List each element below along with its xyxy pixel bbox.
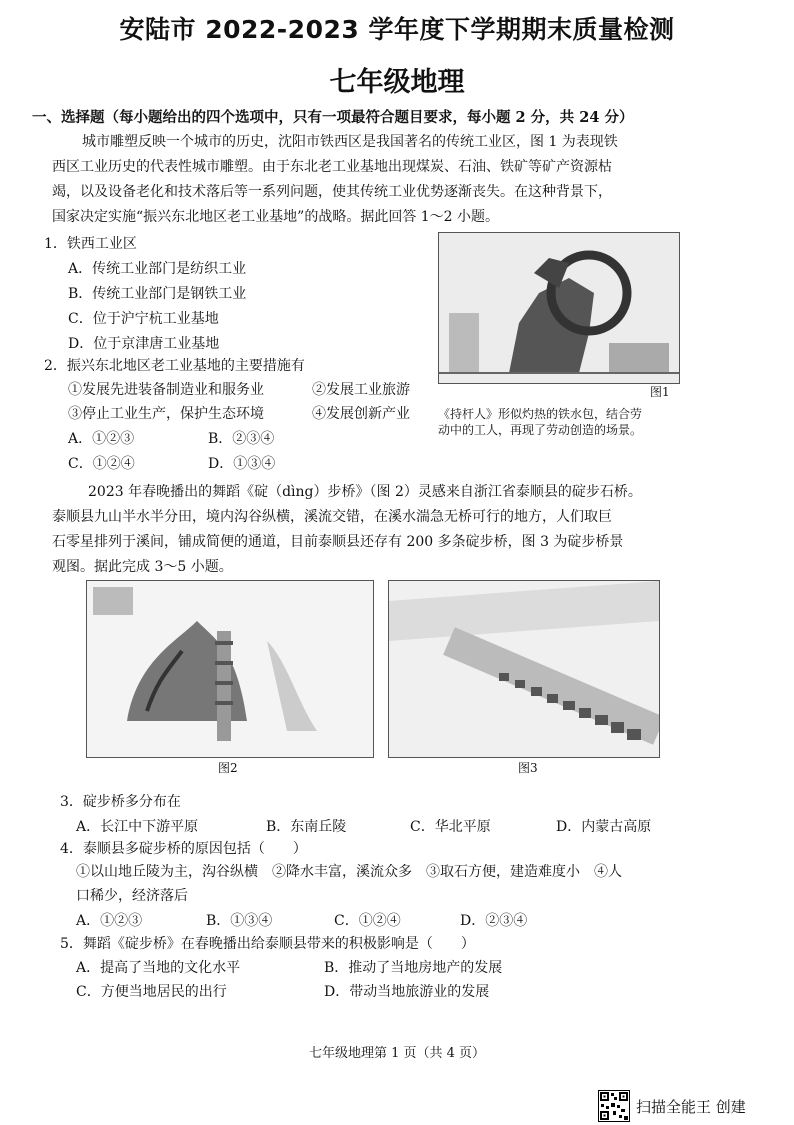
q5-stem: 5．舞蹈《碇步桥》在春晚播出给泰顺县带来的积极影响是（ ）: [60, 936, 475, 952]
q1-option-a: A．传统工业部门是纺织工业: [68, 261, 247, 277]
q5-option-d: D．带动当地旅游业的发展: [324, 984, 490, 1000]
passage-line: 2023 年春晚播出的舞蹈《碇（dìng）步桥》（图 2）灵感来自浙江省泰顺县的碇步石桥。: [88, 484, 642, 500]
q5-option-a: A．提高了当地的文化水平: [76, 960, 241, 976]
q2-item: ③停止工业生产，保护生态环境: [68, 406, 264, 422]
intro-line: 城市雕塑反映一个城市的历史，沈阳市铁西区是我国著名的传统工业区，图 1 为表现铁: [82, 134, 618, 150]
q1-option-b: B．传统工业部门是钢铁工业: [68, 286, 247, 302]
q3-option-b: B．东南丘陵: [266, 819, 347, 835]
q3-option-d: D．内蒙古高原: [556, 819, 652, 835]
q2-item: ②发展工业旅游: [312, 382, 410, 398]
figure3-stepping-stone-bridge: [389, 581, 659, 757]
q4-items: ①以山地丘陵为主，沟谷纵横 ②降水丰富，溪流众多 ③取石方便，建造难度小 ④人: [76, 864, 622, 880]
passage-line: 泰顺县九山半水半分田，境内沟谷纵横，溪流交错，在溪水湍急无桥可行的地方，人们取巨: [52, 509, 612, 525]
figure2-image: [86, 580, 374, 758]
passage-line: 石零星排列于溪间，铺成简便的通道，目前泰顺县还存有 200 多条碇步桥，图 3 为碇步桥景: [52, 534, 624, 550]
q2-option-b: B．②③④: [208, 431, 275, 447]
figure3-image: [388, 580, 660, 758]
figure1-label: 图1: [650, 385, 670, 399]
figure2-dance-illustration: [87, 581, 373, 757]
intro-line: 竭，以及设备老化和技术落后等一系列问题，使其传统工业优势逐渐丧失。在这种背景下，: [52, 184, 612, 200]
q3-stem: 3．碇步桥多分布在: [60, 794, 181, 810]
q4-option-c: C．①②④: [334, 913, 401, 929]
q2-item: ①发展先进装备制造业和服务业: [68, 382, 264, 398]
q4-option-a: A．①②③: [76, 913, 143, 929]
q5-option-c: C．方便当地居民的出行: [76, 984, 227, 1000]
q2-item: ④发展创新产业: [312, 406, 410, 422]
figure1-caption: 动中的工人，再现了劳动创造的场景。: [438, 423, 643, 437]
q5-option-b: B．推动了当地房地产的发展: [324, 960, 503, 976]
passage-line: 观图。据此完成 3～5 小题。: [52, 559, 233, 575]
q4-stem: 4．泰顺县多碇步桥的原因包括（ ）: [60, 841, 307, 857]
q1-stem: 1．铁西工业区: [44, 236, 137, 252]
q1-option-d: D．位于京津唐工业基地: [68, 336, 220, 352]
figure1-caption: 《持杆人》形似灼热的铁水包，结合劳: [438, 407, 643, 421]
page-footer: 七年级地理第 1 页（共 4 页）: [308, 1046, 486, 1061]
q4-items: 口稀少，经济落后: [76, 888, 188, 904]
figure3-label: 图3: [518, 761, 538, 775]
scanner-watermark: 扫描全能王 创建: [636, 1098, 746, 1116]
intro-line: 国家决定实施“振兴东北地区老工业基地”的战略。据此回答 1～2 小题。: [52, 209, 500, 225]
intro-line: 西区工业历史的代表性城市雕塑。由于东北老工业基地出现煤炭、石油、铁矿等矿产资源枯: [52, 159, 612, 175]
q3-option-c: C．华北平原: [410, 819, 491, 835]
q1-option-c: C．位于沪宁杭工业基地: [68, 311, 219, 327]
q2-option-a: A．①②③: [68, 431, 135, 447]
figure1-sculpture-illustration: [439, 233, 679, 383]
exam-subtitle: 七年级地理: [329, 67, 465, 98]
figure1-image: [438, 232, 680, 384]
q3-option-a: A．长江中下游平原: [76, 819, 199, 835]
q2-option-c: C．①②④: [68, 456, 135, 472]
q4-option-b: B．①③④: [206, 913, 273, 929]
section-heading: 一、选择题（每小题给出的四个选项中，只有一项最符合题目要求，每小题 2 分，共 24 分）: [32, 109, 634, 126]
q2-option-d: D．①③④: [208, 456, 276, 472]
q4-option-d: D．②③④: [460, 913, 528, 929]
figure2-label: 图2: [218, 761, 238, 775]
qr-code-icon: [598, 1090, 630, 1122]
exam-title: 安陆市 2022-2023 学年度下学期期末质量检测: [119, 15, 675, 44]
q2-stem: 2．振兴东北地区老工业基地的主要措施有: [44, 358, 305, 374]
